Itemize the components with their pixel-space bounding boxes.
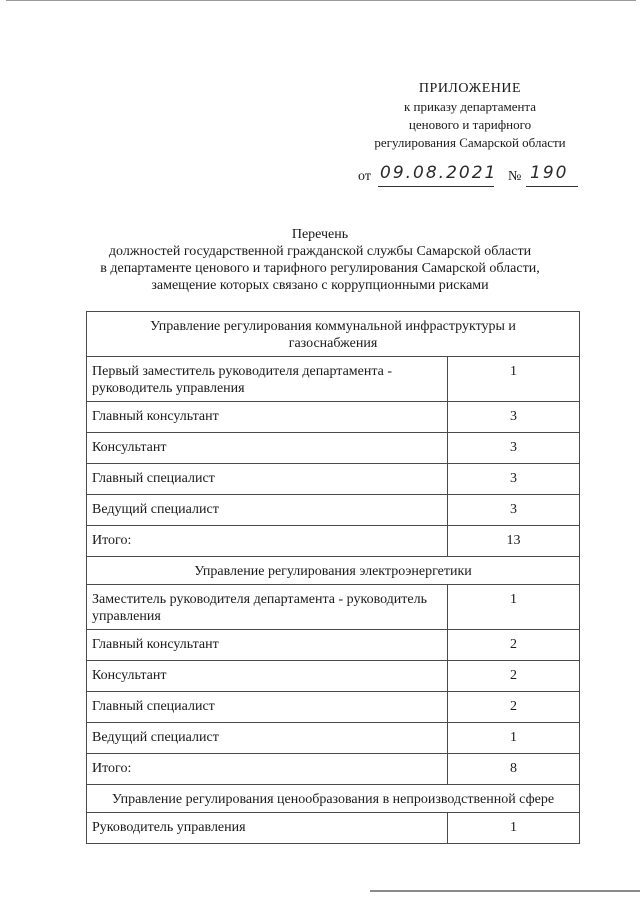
section-heading: Управление регулирования коммунальной инфраструктуры и газоснабжения	[87, 312, 580, 357]
title-line-2: должностей государственной гражданской службы Самарской области	[108, 244, 532, 259]
count-cell: 2	[448, 630, 580, 661]
position-cell: Главный специалист	[87, 692, 448, 723]
position-cell: Ведущий специалист	[87, 495, 448, 526]
table-row	[87, 357, 580, 402]
position-cell: Главный консультант	[87, 402, 448, 433]
order-date-underline	[378, 186, 494, 187]
position-cell: Консультант	[87, 661, 448, 692]
title-line-1: Перечень	[291, 227, 349, 242]
table-row	[87, 495, 580, 526]
total-label: Итого:	[87, 526, 448, 557]
total-label: Итого:	[87, 754, 448, 785]
table-row	[87, 813, 580, 844]
position-cell: Главный специалист	[87, 464, 448, 495]
order-number-underline	[526, 186, 578, 187]
section-heading: Управление регулирования ценообразования в непроизводственной сфере	[87, 785, 580, 813]
order-number-handwritten: 190	[530, 163, 569, 183]
count-cell: 3	[448, 464, 580, 495]
appendix-line-2: ценового и тарифного	[408, 117, 532, 132]
position-cell: Ведущий специалист	[87, 723, 448, 754]
title-line-3: в департаменте ценового и тарифного регулирования Самарской области,	[100, 261, 540, 276]
count-cell: 1	[448, 585, 580, 630]
count-cell: 3	[448, 433, 580, 464]
position-cell: Руководитель управления	[87, 813, 448, 844]
order-reference	[358, 165, 578, 189]
table-row	[87, 630, 580, 661]
order-date-handwritten: 09.08.2021	[380, 163, 498, 183]
positions-table	[86, 311, 580, 844]
count-cell: 3	[448, 495, 580, 526]
count-cell: 2	[448, 661, 580, 692]
total-count: 8	[448, 754, 580, 785]
title-line-4: замещение которых связано с коррупционными рисками	[151, 278, 489, 293]
section-header-row	[87, 312, 580, 357]
section-header-row	[87, 785, 580, 813]
count-cell: 1	[448, 723, 580, 754]
position-cell: Главный консультант	[87, 630, 448, 661]
count-cell: 1	[448, 357, 580, 402]
section-header-row	[87, 557, 580, 585]
count-cell: 3	[448, 402, 580, 433]
position-cell: Первый заместитель руководителя департамента - руководитель управления	[87, 357, 448, 402]
document-title	[60, 226, 580, 294]
position-cell: Консультант	[87, 433, 448, 464]
table-row	[87, 661, 580, 692]
count-cell: 1	[448, 813, 580, 844]
appendix-line-1: к приказу департамента	[403, 99, 537, 114]
position-cell: Заместитель руководителя департамента - руководитель управления	[87, 585, 448, 630]
scan-edge-bottom	[370, 890, 640, 892]
appendix-header	[330, 80, 610, 152]
table-row	[87, 433, 580, 464]
order-number-prefix: №	[508, 169, 522, 184]
table-row	[87, 692, 580, 723]
count-cell: 2	[448, 692, 580, 723]
table-row	[87, 464, 580, 495]
table-row	[87, 585, 580, 630]
table-row-total	[87, 526, 580, 557]
section-heading: Управление регулирования электроэнергетики	[87, 557, 580, 585]
appendix-title: ПРИЛОЖЕНИЕ	[418, 81, 522, 96]
scan-edge-top	[6, 0, 636, 1]
order-date-prefix: от	[358, 169, 371, 184]
table-row	[87, 723, 580, 754]
table-row	[87, 402, 580, 433]
total-count: 13	[448, 526, 580, 557]
table-row-total	[87, 754, 580, 785]
appendix-line-3: регулирования Самарской области	[374, 135, 566, 150]
